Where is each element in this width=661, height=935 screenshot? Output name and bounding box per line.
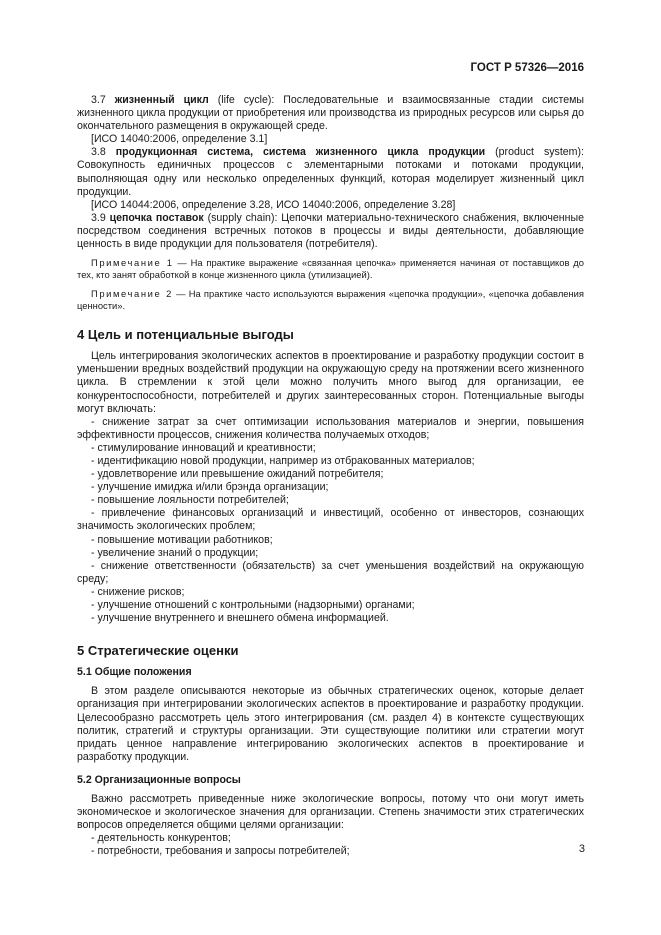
note-2 xyxy=(77,288,584,312)
def-number: 3.9 xyxy=(91,211,106,224)
list-item: - улучшение внутреннего и внешнего обмена информацией. xyxy=(91,612,389,625)
def-reference: [ИСО 14044:2006, определение 3.28, ИСО 14040:2006, определение 3.28] xyxy=(91,198,456,211)
issues-list xyxy=(77,832,584,858)
section-4-intro: Цель интегрирования экологических аспектов в проектирование и разработку продукции состоит в уменьшении вредных воздействий продукции на окружающую среду на протяжении всего жизненного цикла. В стремлении к этой цели можно получить много выгод для организации, ее конкурентоспособности, потребителей и других заинтересованных сторон. Потенциальные выгоды могут включать: xyxy=(77,350,584,415)
subsection-5-1-title: 5.1 Общие положения xyxy=(77,666,192,679)
page-number: 3 xyxy=(578,843,585,855)
note-label: Примечание 1 xyxy=(91,257,174,269)
list-item: - улучшение отношений с контрольными (надзорными) органами; xyxy=(91,599,415,611)
def-term: цепочка поставок xyxy=(109,211,204,224)
def-text: (life cycle): Последовательные и взаимосвязанные стадии системы жизненного цикла продукции от приобретения или производства из природных ресурсов или сырья до окончательного размещения в окружающей среде. xyxy=(77,94,584,133)
definition-3-8 xyxy=(77,146,584,198)
note-1 xyxy=(77,257,584,281)
list-item: - деятельность конкурентов; xyxy=(91,832,231,845)
list-item: - увеличение знаний о продукции; xyxy=(91,546,259,559)
note-text: — На практике выражение «связанная цепочка» применяется начиная от поставщиков до тех, кто занят обработкой в конце жизненного цикла (утилизацией). xyxy=(77,257,584,281)
list-item: - снижение ответственности (обязательств) за счет уменьшения воздействий на окружающую среду; xyxy=(77,559,584,585)
list-item: - привлечение финансовых организаций и инвестиций, особенно от инвесторов, сознающих значимость экологических проблем; xyxy=(77,507,584,533)
standard-designation: ГОСТ Р 57326—2016 xyxy=(470,62,584,74)
list-item: - снижение затрат за счет оптимизации использования материалов и энергии, повышения эффективности процессов, снижения количества получаемых отходов; xyxy=(77,415,584,441)
subsection-5-2-text: Важно рассмотреть приведенные ниже экологические вопросы, потому что они могут иметь экономическое и экологическое значения для организации. Степень значимости этих стратегических вопросов определяется общими целями организации: xyxy=(77,793,584,832)
def-term: жизненный цикл xyxy=(114,94,209,106)
section-4-title: 4 Цель и потенциальные выгоды xyxy=(77,327,294,343)
list-item: - удовлетворение или превышение ожиданий потребителя; xyxy=(91,468,384,481)
definition-3-9 xyxy=(77,212,584,251)
subsection-5-2-title: 5.2 Организационные вопросы xyxy=(77,773,241,786)
section-5-title: 5 Стратегические оценки xyxy=(77,643,239,659)
list-item: - идентификацию новой продукции, например из отбракованных материалов; xyxy=(91,454,475,467)
list-item: - стимулирование инноваций и креативности; xyxy=(91,441,316,454)
note-label: Примечание 2 xyxy=(91,288,173,300)
def-text: (supply chain): Цепочки материально-технического снабжения, включенные посредством соединения встречных потоков в процессы и виды деятельности, добавляющие ценность в виде продукции для пользователя (потребителя). xyxy=(77,211,585,251)
note-text: — На практике часто используются выражения «цепочка продукции», «цепочка добавления ценности». xyxy=(77,288,584,312)
def-reference: [ИСО 14040:2006, определение 3.1] xyxy=(91,133,268,146)
definition-3-7 xyxy=(77,94,584,133)
list-item: - потребности, требования и запросы потребителей; xyxy=(91,845,350,858)
def-term: продукционная система, система жизненного цикла продукции xyxy=(115,146,486,159)
subsection-5-1-text: В этом разделе описываются некоторые из обычных стратегических оценок, которые делает организация при интегрировании экологических аспектов в проектирование и разработку продукции. Целесообразно рассмотреть цель этого интегрирования (см. раздел 4) в контексте существующих политик, стратегий и структуры организации. Эти существующие политики или стратегии могут придать ценное направление интегрированию экологических аспектов в проектирование и разработку продукции. xyxy=(77,685,584,763)
page-content xyxy=(77,94,584,859)
def-text: (product system): Совокупность единичных процессов с элементарными потоками и потоками продукции, выполняющая одну или несколько определенных функций, которая моделирует жизненный цикл продукции. xyxy=(77,146,584,198)
list-item: - повышение лояльности потребителей; xyxy=(91,494,289,507)
list-item: - улучшение имиджа и/или брэнда организации; xyxy=(91,481,329,494)
def-number: 3.7 xyxy=(91,94,106,106)
benefits-list xyxy=(77,416,584,626)
def-number: 3.8 xyxy=(91,146,106,159)
list-item: - повышение мотивации работников; xyxy=(91,533,273,546)
list-item: - снижение рисков; xyxy=(91,585,185,598)
